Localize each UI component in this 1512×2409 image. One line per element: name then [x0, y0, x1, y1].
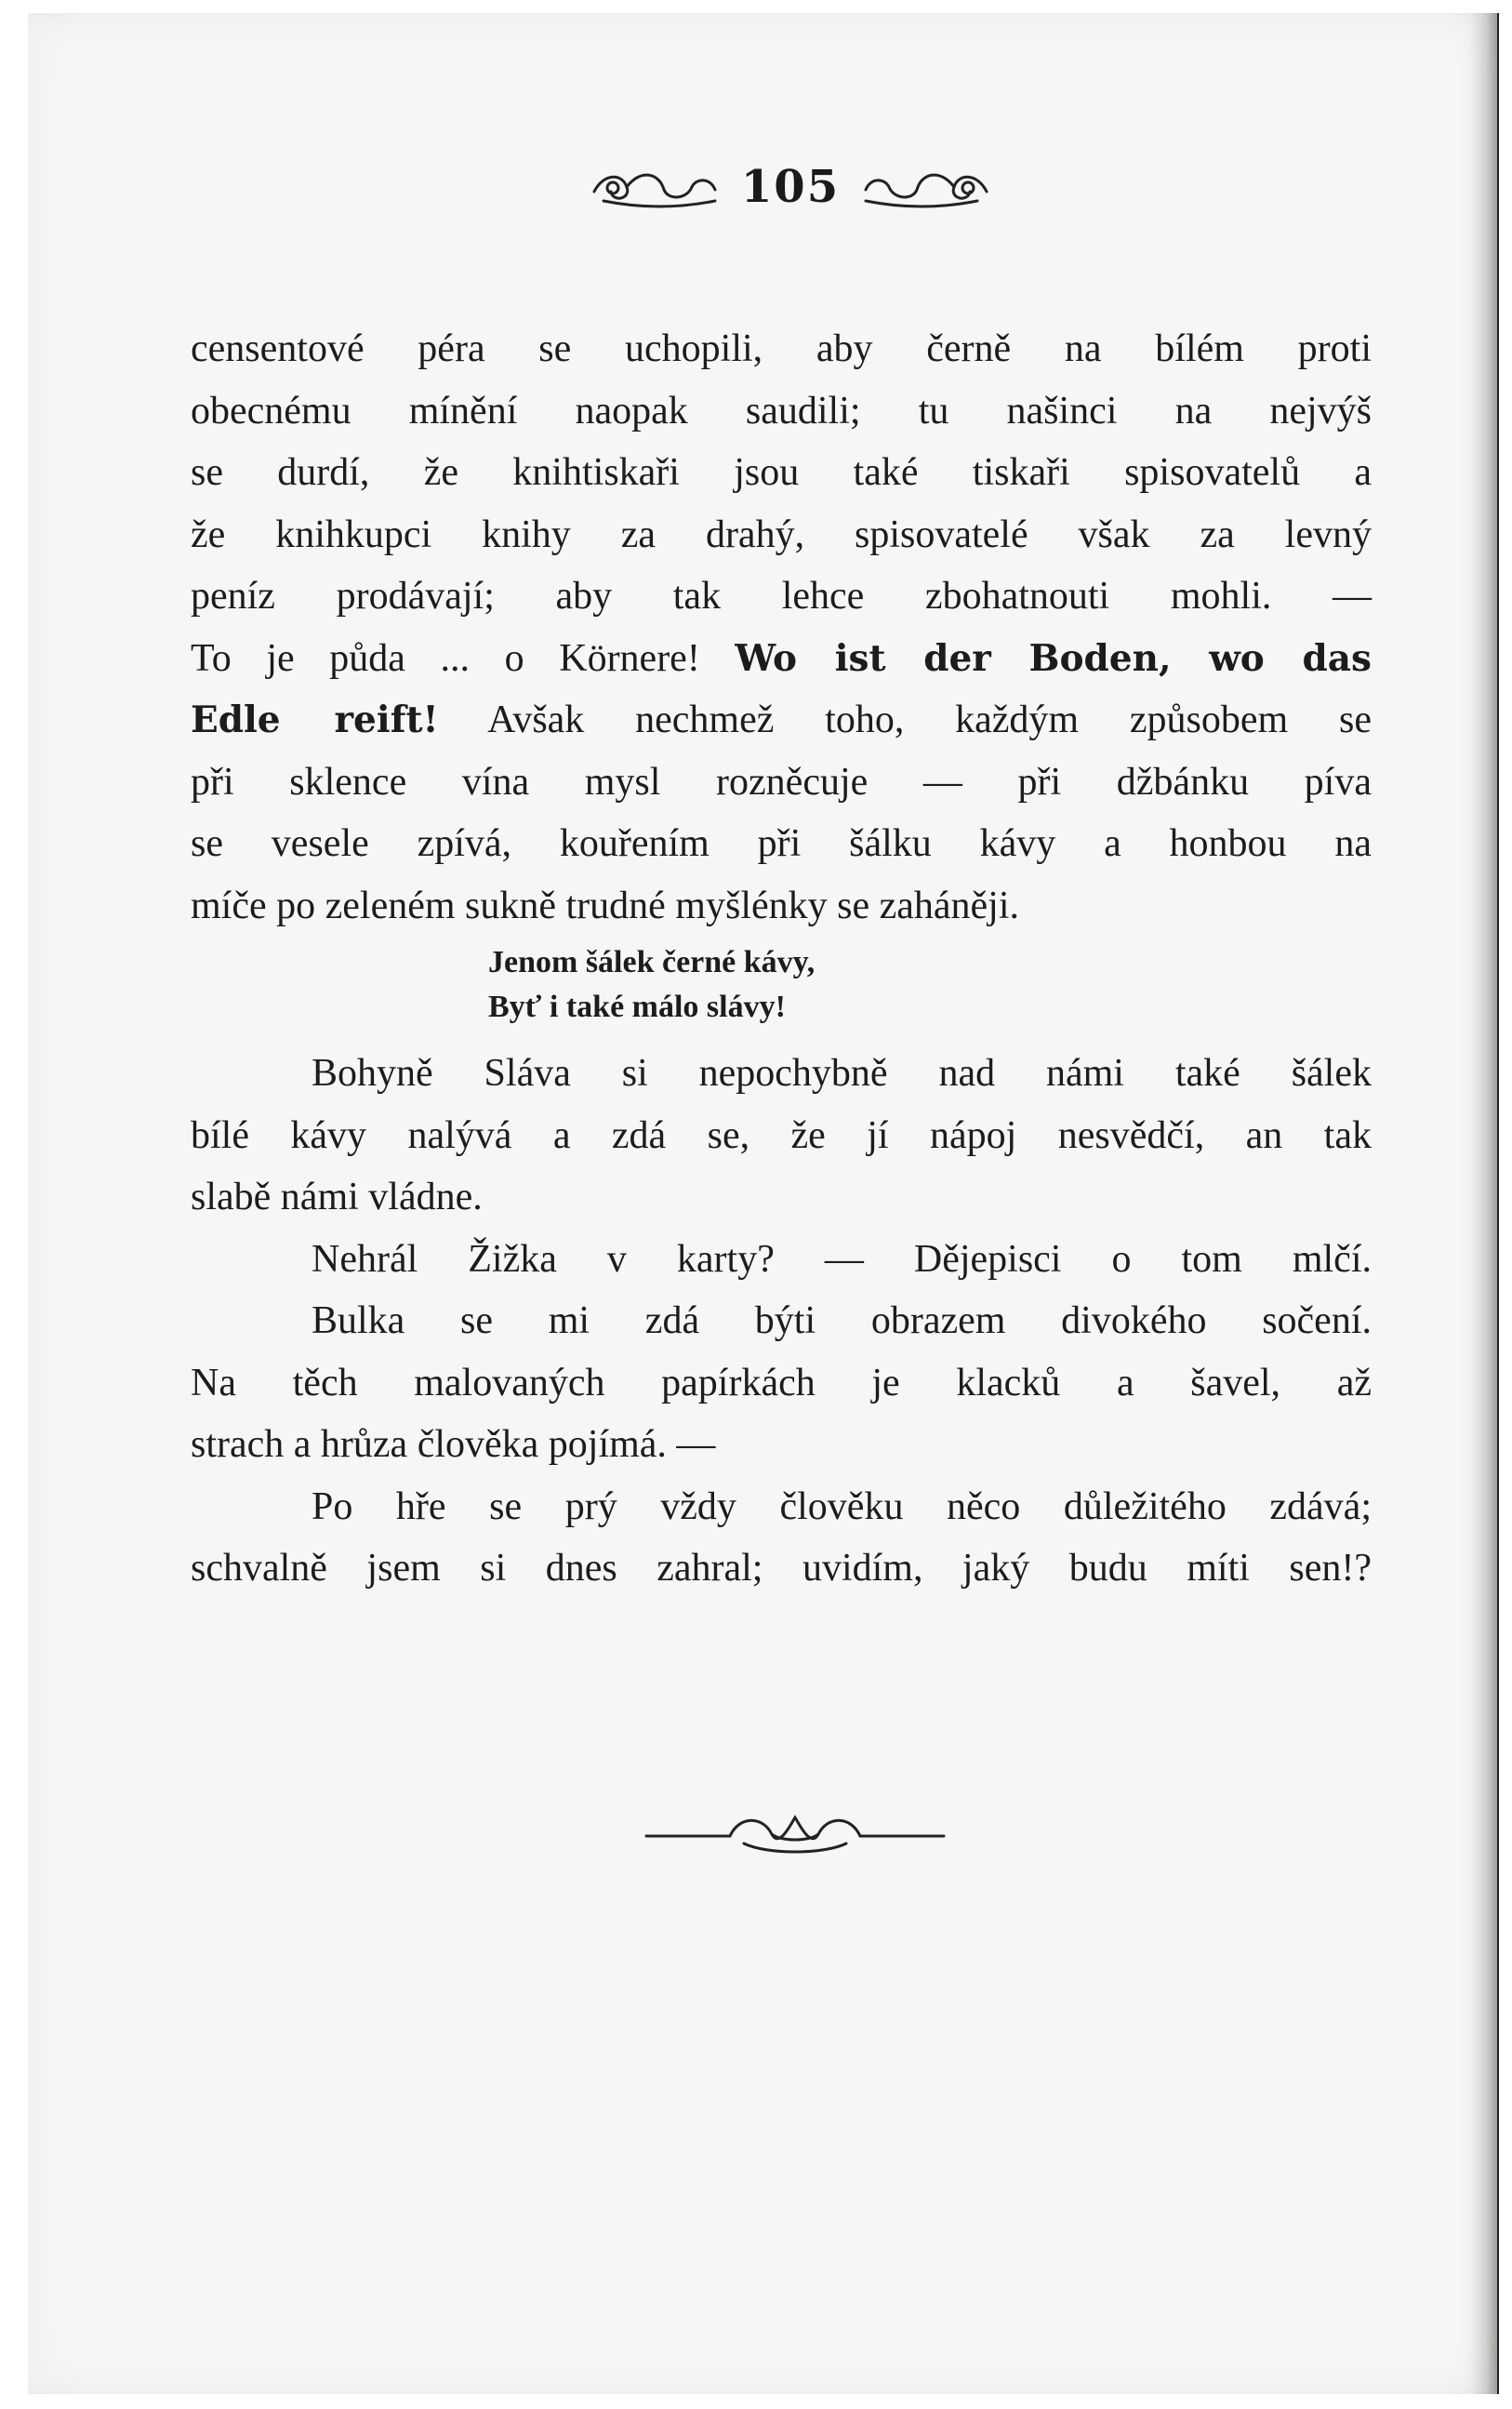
text-line: schvalně jsem si dnes zahral; uvidím, jaký budu míti sen!?	[191, 1547, 1372, 1590]
text-line: censentové péra se uchopili, aby černě na bílém proti	[191, 327, 1372, 370]
text-line: bílé kávy nalývá a zdá se, že jí nápoj nesvědčí, an tak	[191, 1113, 1372, 1157]
book-page	[28, 13, 1499, 2394]
text-line: Na těch malovaných papírkách je klacků a šavel, až	[191, 1361, 1372, 1404]
text-segment: Avšak nechmež toho, každým způsobem se	[438, 699, 1372, 741]
text-segment: To je půda ... o Körnere!	[191, 636, 736, 680]
page-number: 105	[740, 161, 841, 213]
text-line-mixed	[191, 689, 1372, 752]
right-vignette-ornament	[856, 164, 996, 210]
text-line: slabě námi vládne.	[191, 1176, 483, 1218]
text-line: při sklence vína mysl rozněcuje — při džbánku píva	[191, 760, 1372, 804]
text-line: Bulka se mi zdá býti obrazem divokého sočení.	[312, 1299, 1372, 1342]
tailpiece-ornament	[642, 1806, 948, 1862]
text-line: obecnému mínění naopak saudili; tu našinci na nejvýš	[191, 389, 1372, 433]
text-line: se vesele zpívá, kouřením při šálku kávy a honbou na	[191, 822, 1372, 865]
fraktur-quote: Edle reift!	[191, 699, 439, 741]
fraktur-quote: Wo ist der Boden, wo das	[735, 636, 1372, 680]
text-line: strach a hrůza člověka pojímá. —	[191, 1423, 716, 1466]
text-line: že knihkupci knihy za drahý, spisovatelé však za levný	[191, 512, 1372, 556]
verse-line: Byť i také málo slávy!	[488, 990, 786, 1024]
left-vignette-ornament	[585, 164, 724, 210]
text-line: se durdí, že knihtiskaři jsou také tiskaři spisovatelů a	[191, 451, 1372, 494]
verse-block	[191, 937, 1372, 1043]
text-line: míče po zeleném sukně trudné myšlénky se zaháněji.	[191, 884, 1020, 927]
text-line-mixed	[191, 628, 1372, 690]
text-line: Bohyně Sláva si nepochybně nad námi také šálek	[312, 1052, 1372, 1095]
text-line: Nehrál Žižka v karty? — Dějepisci o tom mlčí.	[312, 1237, 1372, 1281]
main-text	[191, 318, 1372, 1600]
text-line: peníz prodávají; aby tak lehce zbohatnouti mohli. —	[191, 575, 1372, 618]
verse-line: Jenom šálek černé kávy,	[488, 945, 816, 979]
page-header	[549, 154, 1032, 220]
text-line: Po hře se prý vždy člověku něco důležitého zdává;	[312, 1484, 1372, 1528]
